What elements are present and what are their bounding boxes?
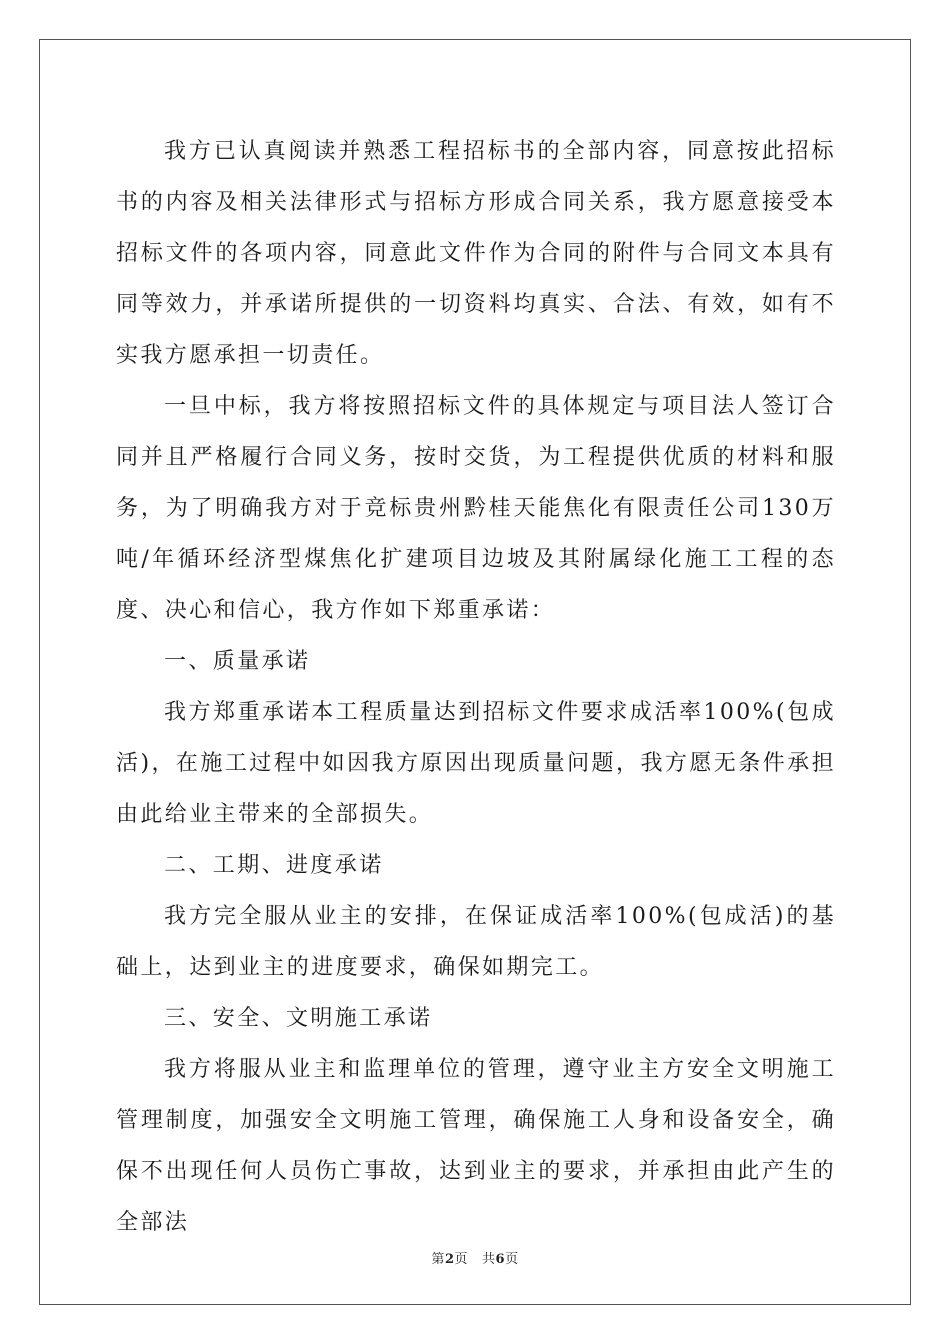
page-prefix: 第	[431, 1252, 445, 1267]
page-number: 2	[444, 1252, 455, 1267]
page-suffix: 页	[454, 1252, 468, 1267]
total-pages: 6	[495, 1252, 506, 1267]
paragraph: 我方完全服从业主的安排，在保证成活率100%(包成活)的基础上，达到业主的进度要求，确保如期完工。	[116, 904, 836, 980]
paragraph: 我方已认真阅读并熟悉工程招标书的全部内容，同意按此招标书的内容及相关法律形式与招标方形成合同关系，我方愿意接受本招标文件的各项内容，同意此文件作为合同的附件与合同文本具有同等效力，并承诺所提供的一切资料均真实、合法、有效，如有不实我方愿承担一切责任。	[116, 139, 836, 368]
section-heading-schedule: 二、工期、进度承诺	[164, 853, 384, 878]
total-prefix: 共	[482, 1252, 496, 1267]
section-heading-safety: 三、安全、文明施工承诺	[164, 1006, 433, 1031]
paragraph: 一旦中标，我方将按照招标文件的具体规定与项目法人签订合同并且严格履行合同义务，按时交货，为工程提供优质的材料和服务，为了明确我方对于竞标贵州黔桂天能焦化有限责任公司130万吨/年循环经济型煤焦化扩建项目边坡及其附属绿化施工工程的态度、决心和信心，我方作如下郑重承诺：	[116, 394, 836, 623]
document-body	[116, 126, 836, 1248]
paragraph: 我方郑重承诺本工程质量达到招标文件要求成活率100%(包成活)，在施工过程中如因我方原因出现质量问题，我方愿无条件承担由此给业主带来的全部损失。	[116, 700, 836, 827]
section-heading-quality: 一、质量承诺	[164, 649, 311, 674]
page-footer	[0, 1248, 950, 1267]
paragraph: 我方将服从业主和监理单位的管理，遵守业主方安全文明施工管理制度，加强安全文明施工管理，确保施工人身和设备安全，确保不出现任何人员伤亡事故，达到业主的要求，并承担由此产生的全部法	[116, 1057, 836, 1235]
total-suffix: 页	[505, 1252, 519, 1267]
